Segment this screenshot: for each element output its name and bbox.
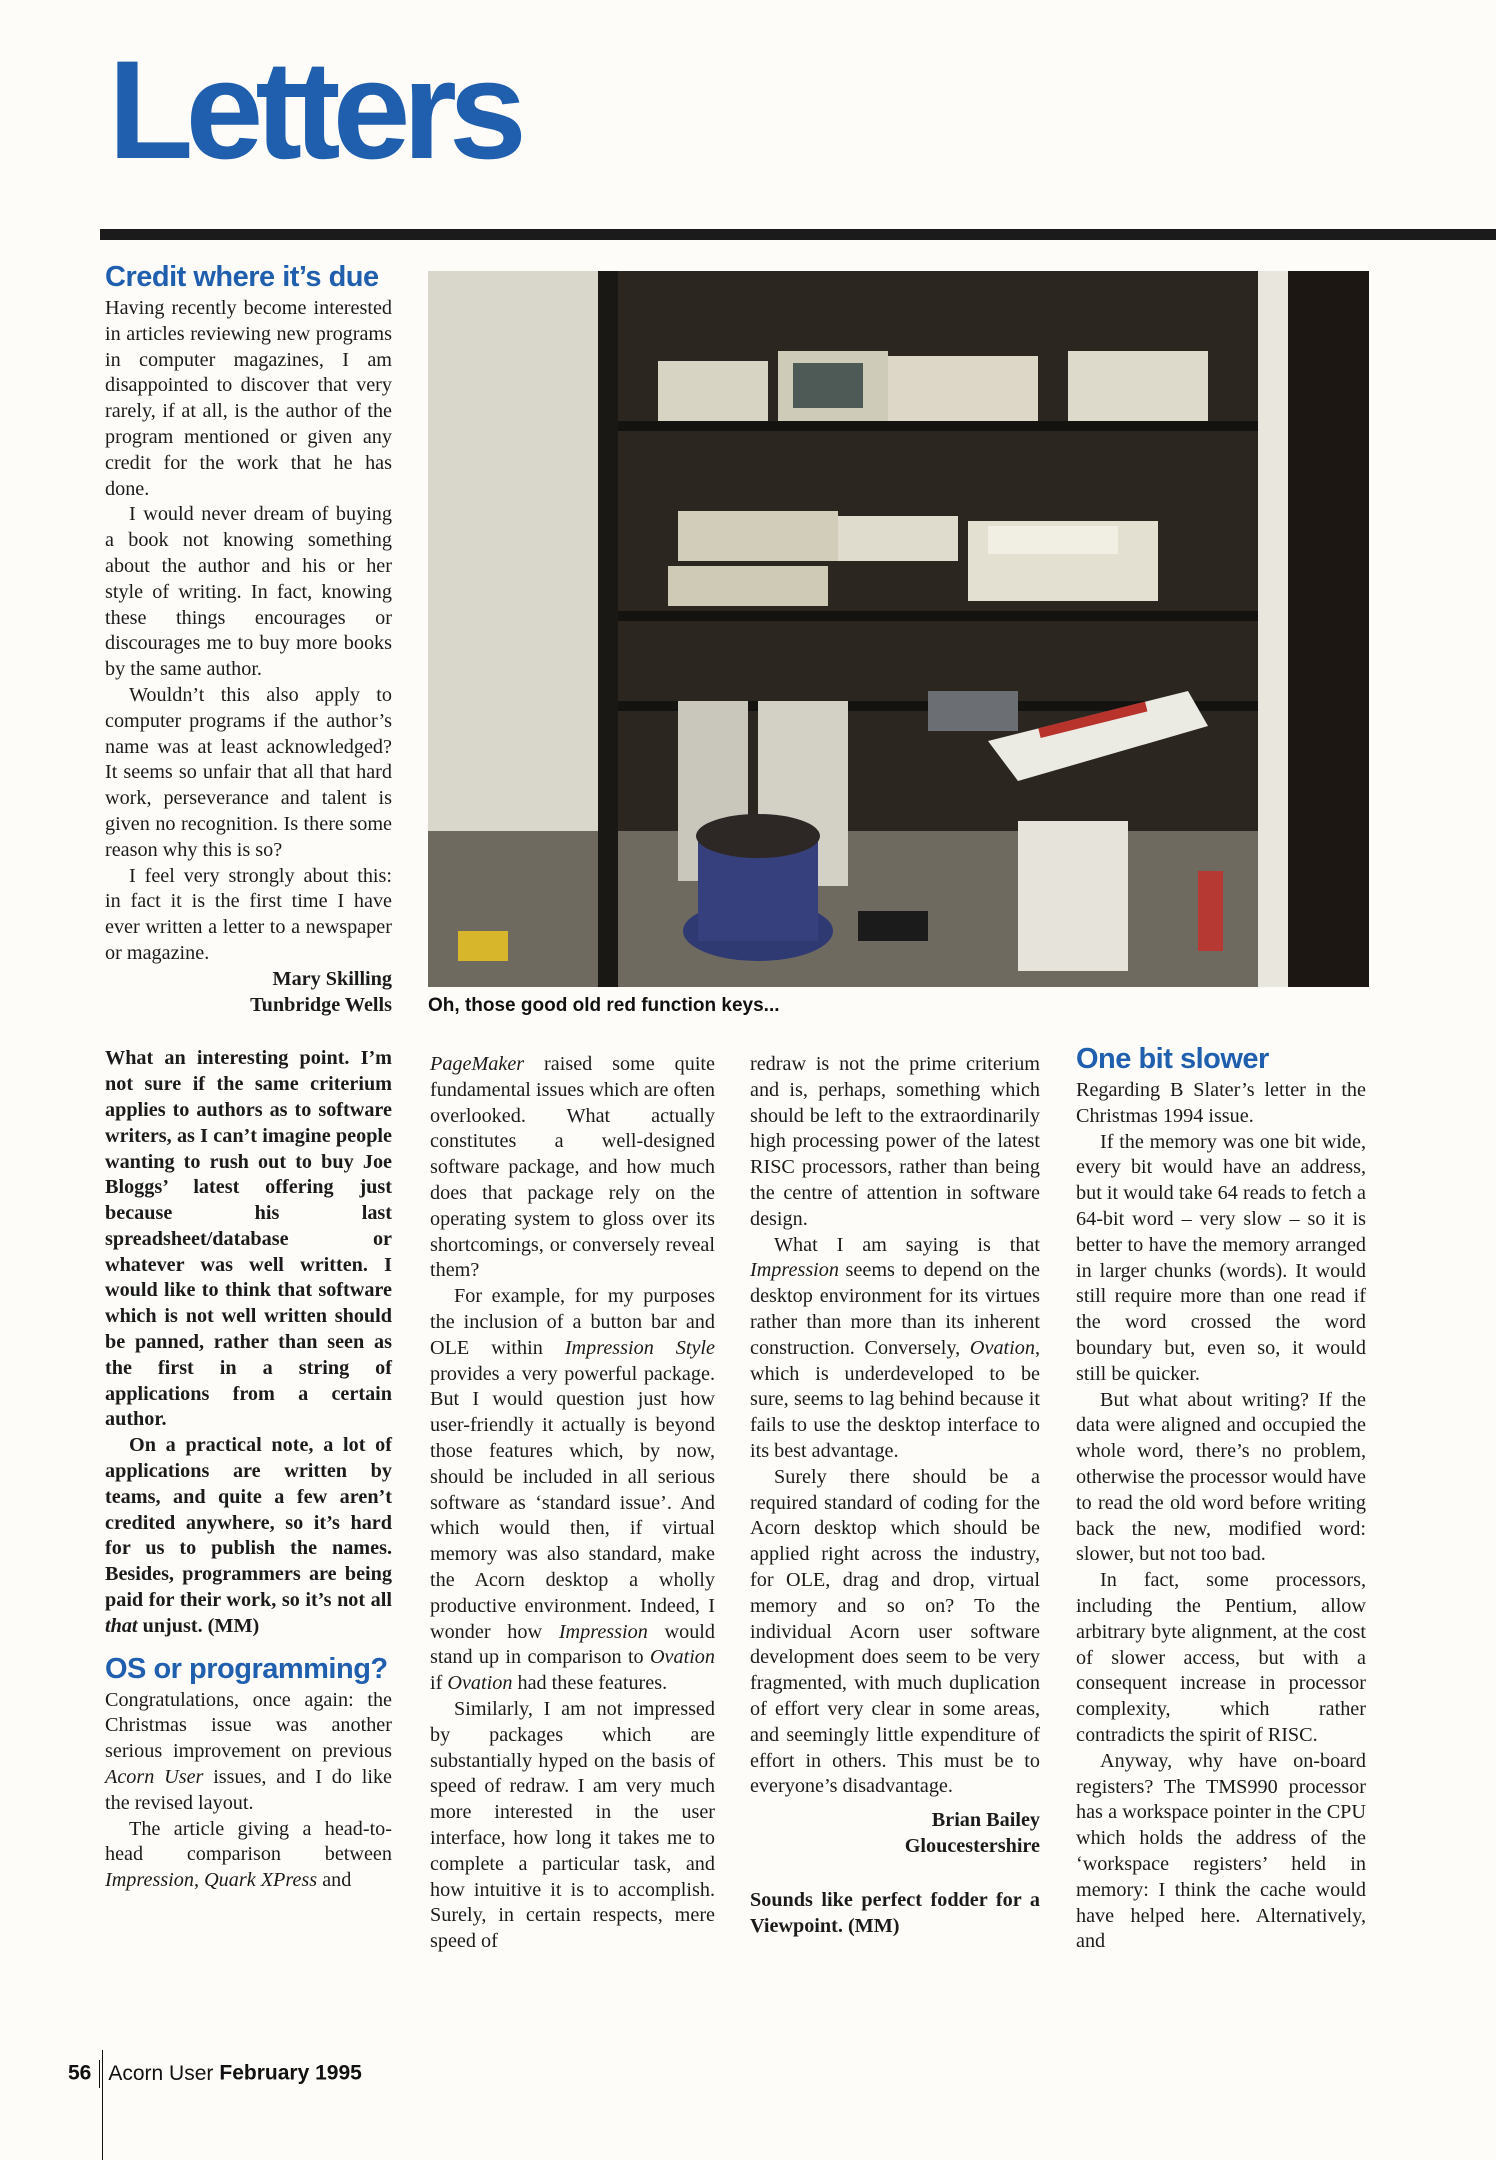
page-footer — [68, 2060, 362, 2088]
text: provides a very powerful package. But I would question just how user-friendly it actually is beyond those features which, by now, should be included in all serious software as ‘standard issue’. And which would then, if virtual memory was also standard, make the Acorn desktop a wholly productive environment. Indeed, I wonder how — [430, 1362, 715, 1643]
letter-1-paragraph: Having recently become interested in articles reviewing new programs in computer magazines, I am disappointed to discover that very rarely, if at all, is the author of the program mentioned or given any credit for the work that he has done. — [105, 297, 392, 500]
letter-2-paragraph — [750, 1233, 1040, 1465]
letter-2-editor-reply: Sounds like perfect fodder for a Viewpoint. (MM) — [750, 1888, 1040, 1937]
letter-1-paragraph: I feel very strongly about this: in fact it is the first time I have ever written a letter to a newspaper or magazine. — [105, 864, 392, 964]
text: had these features. — [512, 1672, 668, 1695]
column-4 — [1076, 1042, 1366, 1955]
column-2 — [430, 1052, 715, 1955]
letter-1-signature-place: Tunbridge Wells — [250, 993, 392, 1016]
letter-2-paragraph: Similarly, I am not impressed by packages which are substantially hyped on the basis of speed of redraw. I am very much more interested in the user interface, how long it takes me to complete a particular task, and how intuitive it is to accomplish. Surely, in certain respects, mere speed of — [430, 1697, 715, 1953]
letter-1-editor-reply — [105, 1433, 392, 1639]
reply-emphasis: that — [105, 1614, 138, 1637]
server-rack-illustration — [428, 271, 1369, 987]
letter-1-heading: Credit where it’s due — [105, 261, 379, 293]
reply-text: unjust. (MM) — [137, 1614, 260, 1637]
letter-2-heading: OS or programming? — [105, 1652, 388, 1685]
letter-3-heading: One bit slower — [1076, 1043, 1269, 1075]
text: issues, and I do like the revised layout. — [105, 1766, 392, 1814]
letter-3-paragraph: Anyway, why have on-board registers? The TMS990 processor has a workspace pointer in the CPU which holds the address of the ‘workspace registers’ held in memory: I think the cache would have helped here. Alternatively, and — [1076, 1749, 1366, 1953]
column-1 — [105, 260, 392, 1894]
letter-2-paragraph: redraw is not the prime criterium and is, perhaps, something which should be left to the extraordinarily high processing power of the latest RISC processors, rather than being the centre of attention in software design. — [750, 1053, 1040, 1230]
letter-1-paragraph: Wouldn’t this also apply to computer programs if the author’s name was at least acknowledged? It seems so unfair that all that hard work, perseverance and talent is given no recognition. Is there some reason why this is so? — [105, 683, 392, 861]
emphasis: PageMaker — [430, 1053, 525, 1075]
letter-3-paragraph: In fact, some processors, including the Pentium, allow arbitrary byte alignment, at the cost of slower access, but with a consequent increase in processor complexity, which rather contradicts the spirit of RISC. — [1076, 1569, 1366, 1746]
page-number: 56 — [68, 2061, 92, 2085]
letter-3-paragraph: Regarding B Slater’s letter in the Christmas 1994 issue. — [1076, 1079, 1366, 1127]
text: Congratulations, once again: the Christmas issue was another serious improvement on previous — [105, 1688, 392, 1763]
photo-caption: Oh, those good old red function keys... — [428, 995, 780, 1016]
letter-2-paragraph — [430, 1284, 715, 1697]
emphasis: Impression — [105, 1869, 194, 1892]
letter-3-paragraph: If the memory was one bit wide, every bit would have an address, but it would take 64 reads to fetch a 64-bit word – very slow – so it is better to have the memory arranged in larger chunks (words). It would still require more than one read if the word crossed the word boundary but, even so, it would still be quicker. — [1076, 1130, 1366, 1385]
reply-text: On a practical note, a lot of applications are written by teams, and quite a few aren’t credited anywhere, so it’s hard for us to publish the names. Besides, programmers are being paid for their work, so it’s not all — [105, 1434, 392, 1612]
page-title: Letters — [108, 31, 519, 188]
server-rack-photo — [428, 271, 1369, 987]
letter-1-editor-reply: What an interesting point. I’m not sure if the same criterium applies to authors as to software writers, as I can’t imagine people wanting to rush out to buy Joe Bloggs’ latest offering just because his last spreadsheet/database or whatever was well written. I would like to think that software which is not well written should be panned, rather than seen as the first in a string of applications from a certain author. — [105, 1047, 392, 1431]
emphasis: Impression — [558, 1620, 648, 1643]
text: What I am saying is that — [774, 1233, 1040, 1256]
emphasis: Ovation — [649, 1646, 715, 1669]
emphasis: Ovation — [969, 1336, 1035, 1359]
text: The article giving a head-to-head comparison between — [105, 1817, 392, 1866]
letter-2-signature-name: Brian Bailey — [931, 1809, 1040, 1832]
letter-2-paragraph — [105, 1817, 392, 1894]
title-rule — [100, 229, 1496, 240]
magazine-name: Acorn User — [108, 2061, 214, 2085]
footer-divider — [99, 2060, 100, 2088]
emphasis: Impression — [750, 1259, 839, 1282]
letter-3-paragraph: But what about writing? If the data were aligned and occupied the whole word, there’s no problem, otherwise the processor would have to read the old word before writing back the new, modified word: slower, but not too bad. — [1076, 1388, 1366, 1566]
column-3 — [750, 1052, 1040, 1939]
letter-1-paragraph: I would never dream of buying a book not knowing something about the author and his or her style of writing. In fact, knowing these things encourages or discourages me to buy more books by the same author. — [105, 503, 392, 681]
text: raised some quite fundamental issues which are often overlooked. What actually constitutes a well-designed software package, and how much does that package rely on the operating system to gloss over its shortcomings, or conversely reveal them? — [430, 1053, 715, 1282]
text: would stand up in comparison to — [430, 1620, 716, 1669]
letter-2-paragraph — [105, 1688, 392, 1817]
spacer — [750, 1860, 1040, 1888]
emphasis: Acorn User — [105, 1766, 204, 1789]
letter-2-signature-place: Gloucestershire — [904, 1834, 1040, 1857]
spacer — [105, 1018, 392, 1046]
text: , — [193, 1869, 205, 1892]
issue-date: February 1995 — [219, 2061, 362, 2085]
text: , which is underdeveloped to be sure, seems to lag behind because it fails to use the desktop interface to its best advantage. — [750, 1336, 1040, 1462]
emphasis: Quark XPress — [204, 1869, 318, 1892]
letter-2-paragraph — [430, 1052, 715, 1284]
letter-2-paragraph: Surely there should be a required standard of coding for the Acorn desktop which should be applied right across the industry, for OLE, drag and drop, virtual memory and so on? To the individual Acorn user software development does seem to be very fragmented, with much duplication of effort very clear in some areas, and seemingly little expenditure of effort in others. This must be to everyone’s disadvantage. — [750, 1465, 1040, 1798]
text: seems to depend on the desktop environment for its virtues rather than more than its inherent construction. Conversely, — [750, 1259, 1040, 1359]
text: For example, for my purposes the inclusion of a button bar and OLE within — [430, 1285, 715, 1359]
text: if — [430, 1672, 448, 1695]
text: and — [317, 1869, 352, 1892]
letter-1-signature-name: Mary Skilling — [272, 967, 392, 990]
emphasis: Impression Style — [564, 1336, 715, 1359]
emphasis: Ovation — [447, 1672, 513, 1695]
